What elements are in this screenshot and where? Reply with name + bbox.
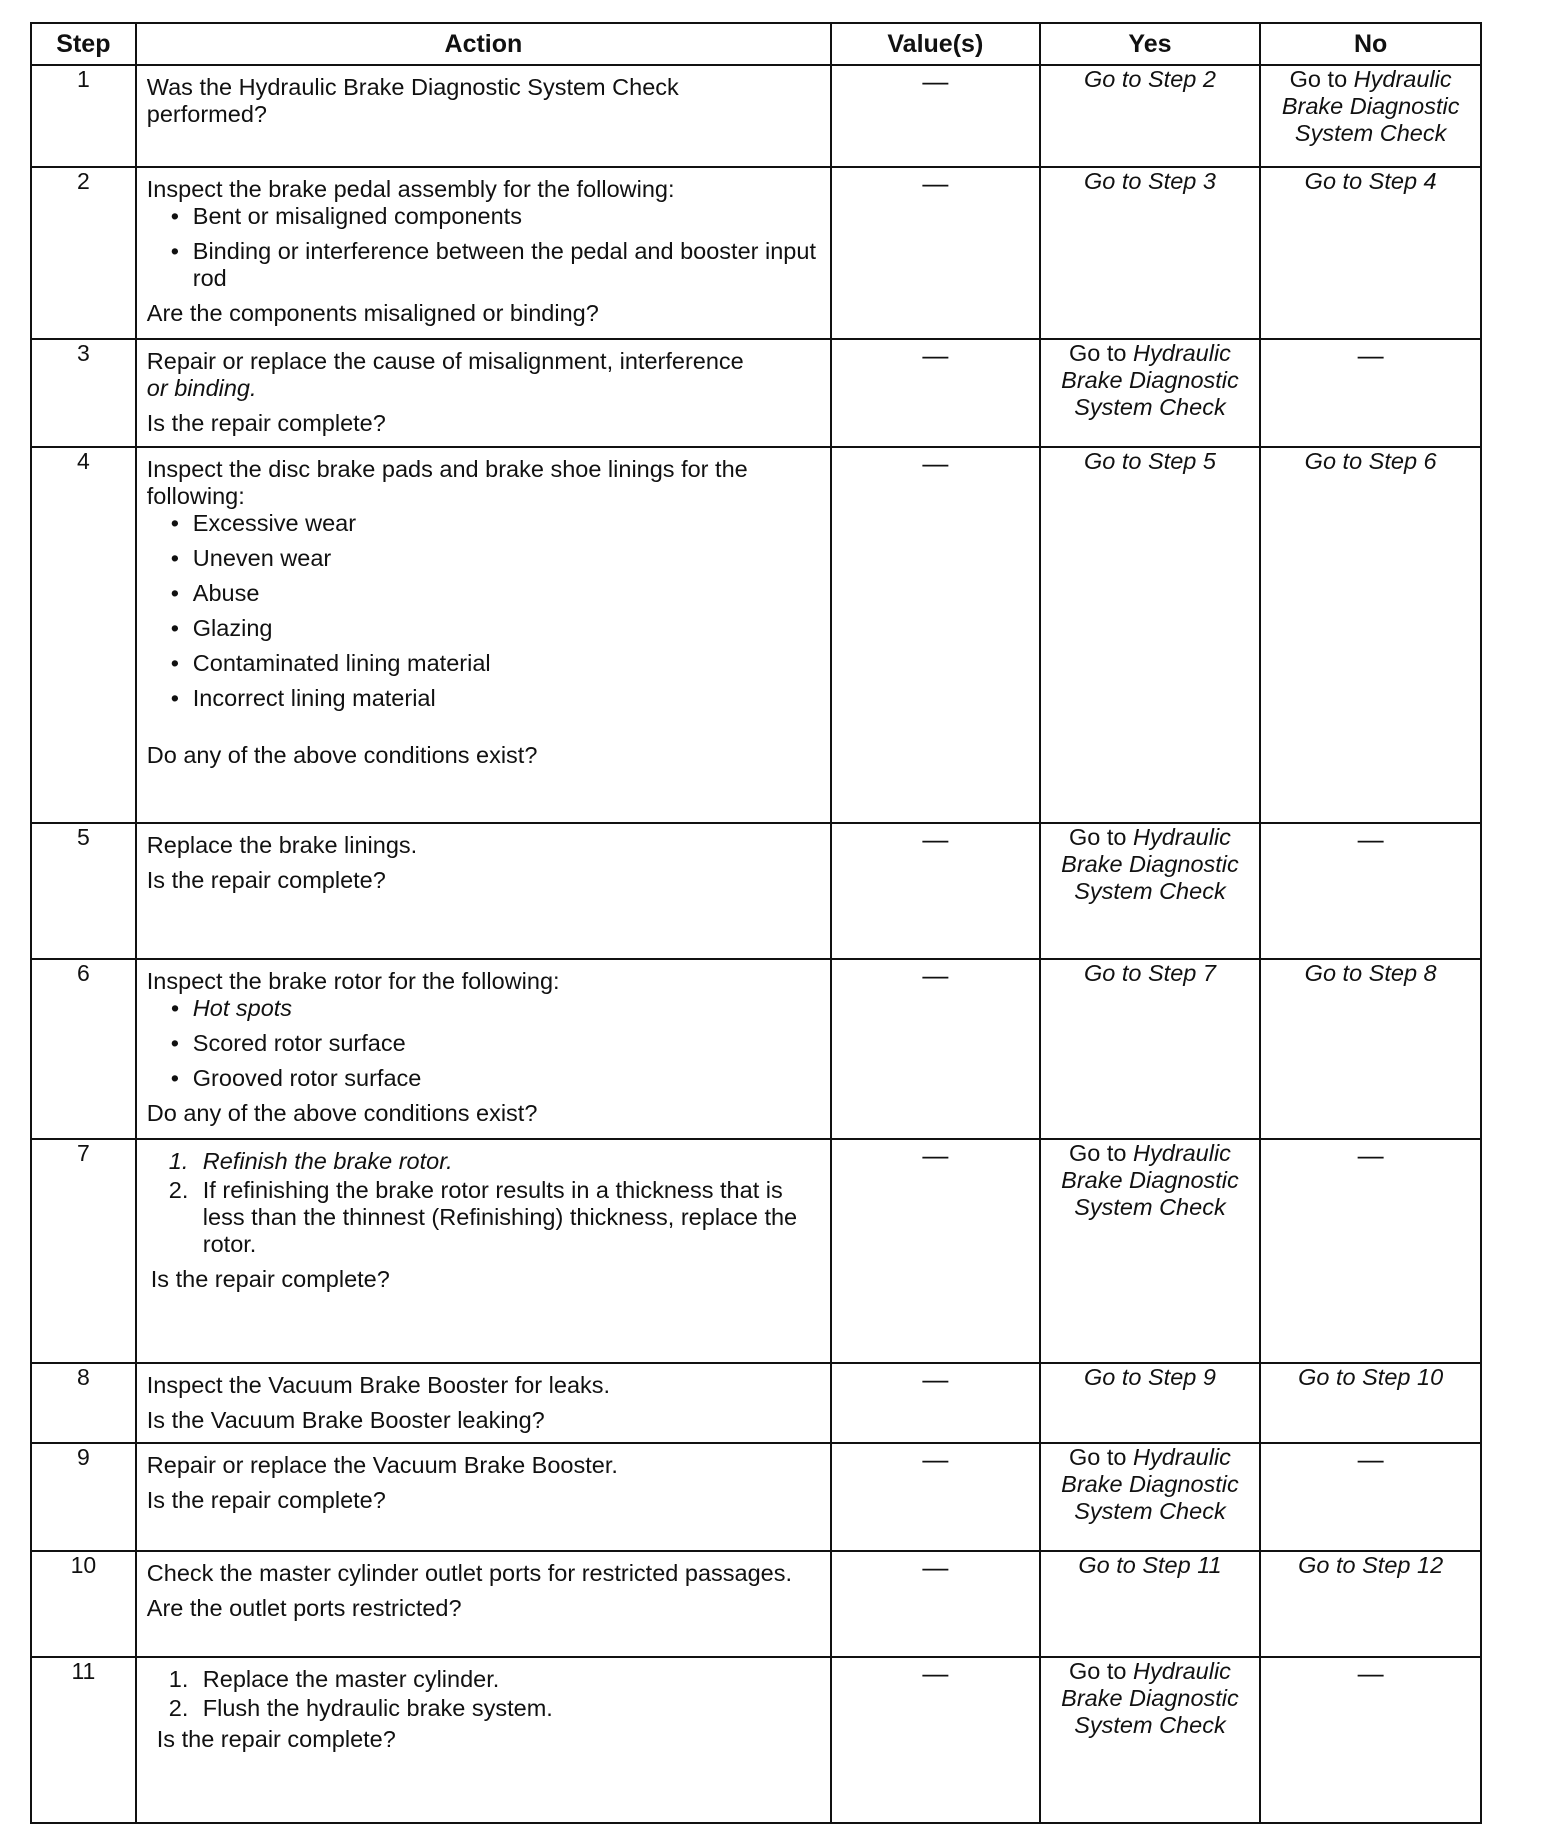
step-number: 3 — [31, 339, 136, 447]
list-item: • Glazing — [169, 615, 820, 642]
action-text: performed? — [146, 101, 267, 127]
table-row — [31, 339, 1481, 447]
action-text: Inspect the brake rotor for the following: — [146, 968, 560, 994]
goto-link: Brake Diagnostic — [1061, 1167, 1239, 1193]
yes-cell: Go to Step 9 — [1040, 1363, 1261, 1443]
action-question: Is the Vacuum Brake Booster leaking? — [146, 1407, 545, 1433]
action-cell — [136, 1363, 831, 1443]
list-number: 2. — [168, 1177, 189, 1203]
value-cell: — — [831, 1363, 1040, 1443]
no-cell: — — [1260, 1139, 1481, 1363]
action-text: Repair or replace the Vacuum Brake Booster. — [146, 1452, 618, 1478]
list-item: • Abuse — [169, 580, 820, 607]
goto-link: System Check — [1074, 1194, 1226, 1220]
value-cell: — — [831, 1657, 1040, 1823]
action-question: Is the repair complete? — [146, 867, 386, 893]
goto-link: Brake Diagnostic — [1061, 1685, 1239, 1711]
goto-link: Brake Diagnostic — [1061, 367, 1239, 393]
action-cell — [136, 447, 831, 823]
goto-link: Hydraulic — [1132, 1140, 1231, 1166]
no-cell: Go to Step 6 — [1260, 447, 1481, 823]
goto-link: Hydraulic — [1353, 66, 1452, 92]
list-item — [169, 1666, 820, 1693]
no-cell — [1260, 65, 1481, 167]
goto-prefix: Go to — [1289, 66, 1348, 92]
step-number: 10 — [31, 1551, 136, 1657]
bullet-list — [147, 203, 820, 292]
action-text: Inspect the disc brake pads and brake shoe linings for the following: — [146, 456, 748, 509]
bullet-list — [147, 510, 820, 712]
value-cell: — — [831, 1551, 1040, 1657]
list-text: Flush the hydraulic brake system. — [202, 1695, 553, 1721]
action-text: Repair or replace the cause of misalignment, interference — [146, 348, 744, 374]
no-cell: — — [1260, 1657, 1481, 1823]
list-number: 1. — [168, 1148, 189, 1174]
value-cell: — — [831, 1139, 1040, 1363]
action-cell — [136, 1657, 831, 1823]
no-cell: Go to Step 8 — [1260, 959, 1481, 1139]
action-question: Do any of the above conditions exist? — [146, 742, 538, 768]
no-cell: Go to Step 10 — [1260, 1363, 1481, 1443]
header-yes: Yes — [1040, 23, 1261, 65]
goto-link: System Check — [1074, 1498, 1226, 1524]
goto-prefix: Go to — [1068, 340, 1127, 366]
table-row — [31, 65, 1481, 167]
action-text: Inspect the brake pedal assembly for the following: — [146, 176, 675, 202]
action-text: Inspect the Vacuum Brake Booster for leaks. — [146, 1372, 611, 1398]
value-cell: — — [831, 959, 1040, 1139]
yes-cell: Go to Step 7 — [1040, 959, 1261, 1139]
yes-cell: Go to Step 5 — [1040, 447, 1261, 823]
list-item — [169, 1177, 820, 1258]
value-cell: — — [831, 167, 1040, 339]
list-item — [169, 1695, 820, 1722]
action-cell — [136, 1551, 831, 1657]
list-item: • Contaminated lining material — [169, 650, 820, 677]
action-question: Is the repair complete? — [146, 410, 386, 436]
yes-cell — [1040, 823, 1261, 959]
table-row — [31, 1443, 1481, 1551]
value-cell: — — [831, 447, 1040, 823]
step-number: 2 — [31, 167, 136, 339]
no-cell: — — [1260, 1443, 1481, 1551]
list-item — [169, 1148, 820, 1175]
list-text: If refinishing the brake rotor results in a thickness that is less than the thinnest (Refinishing) thickness, replace the rotor. — [202, 1177, 798, 1257]
action-cell — [136, 823, 831, 959]
list-item: • Scored rotor surface — [169, 1030, 820, 1057]
goto-prefix: Go to — [1068, 824, 1127, 850]
header-values: Value(s) — [831, 23, 1040, 65]
step-number: 7 — [31, 1139, 136, 1363]
goto-link: Brake Diagnostic — [1061, 851, 1239, 877]
list-item: • Grooved rotor surface — [169, 1065, 820, 1092]
yes-cell — [1040, 1139, 1261, 1363]
step-number: 6 — [31, 959, 136, 1139]
list-text: Refinish the brake rotor. — [202, 1148, 453, 1174]
numbered-list — [147, 1148, 820, 1258]
value-cell: — — [831, 1443, 1040, 1551]
goto-link: System Check — [1074, 394, 1226, 420]
step-number: 11 — [31, 1657, 136, 1823]
yes-cell — [1040, 1657, 1261, 1823]
step-number: 9 — [31, 1443, 136, 1551]
action-text: Check the master cylinder outlet ports for restricted passages. — [146, 1560, 793, 1586]
yes-cell — [1040, 339, 1261, 447]
goto-link: System Check — [1074, 878, 1226, 904]
action-question: Is the repair complete? — [146, 1487, 386, 1513]
list-item: • Incorrect lining material — [169, 685, 820, 712]
action-question: Is the repair complete? — [156, 1726, 396, 1752]
goto-prefix: Go to — [1068, 1140, 1127, 1166]
table-row — [31, 167, 1481, 339]
goto-link: Hydraulic — [1132, 1444, 1231, 1470]
table-header-row — [31, 23, 1481, 65]
yes-cell — [1040, 1443, 1261, 1551]
numbered-list — [147, 1666, 820, 1722]
list-item: • Hot spots — [169, 995, 820, 1022]
header-action: Action — [136, 23, 831, 65]
table-row — [31, 1139, 1481, 1363]
goto-link: System Check — [1294, 120, 1447, 146]
yes-cell: Go to Step 11 — [1040, 1551, 1261, 1657]
list-text: Replace the master cylinder. — [202, 1666, 500, 1692]
list-item: • Uneven wear — [169, 545, 820, 572]
no-cell: — — [1260, 823, 1481, 959]
goto-link: Brake Diagnostic — [1281, 93, 1460, 119]
step-number: 4 — [31, 447, 136, 823]
action-question: Is the repair complete? — [150, 1266, 390, 1292]
yes-cell: Go to Step 2 — [1040, 65, 1261, 167]
action-question: Do any of the above conditions exist? — [146, 1100, 538, 1126]
value-cell: — — [831, 823, 1040, 959]
table-row — [31, 823, 1481, 959]
action-cell — [136, 167, 831, 339]
header-no: No — [1260, 23, 1481, 65]
goto-link: System Check — [1074, 1712, 1226, 1738]
step-number: 5 — [31, 823, 136, 959]
goto-link: Hydraulic — [1132, 340, 1231, 366]
value-cell: — — [831, 65, 1040, 167]
goto-link: Brake Diagnostic — [1061, 1471, 1239, 1497]
action-cell — [136, 1139, 831, 1363]
action-cell — [136, 65, 831, 167]
goto-prefix: Go to — [1068, 1444, 1127, 1470]
action-text: Was the Hydraulic Brake Diagnostic System Check — [146, 74, 679, 100]
list-number: 2. — [168, 1695, 189, 1721]
table-row — [31, 447, 1481, 823]
table-row — [31, 959, 1481, 1139]
diagnostic-table — [30, 22, 1482, 1824]
value-cell: — — [831, 339, 1040, 447]
table-row — [31, 1551, 1481, 1657]
no-cell: Go to Step 12 — [1260, 1551, 1481, 1657]
yes-cell: Go to Step 3 — [1040, 167, 1261, 339]
list-item: • Bent or misaligned components — [169, 203, 820, 230]
goto-link: Hydraulic — [1132, 824, 1231, 850]
action-text: or binding. — [146, 375, 257, 401]
action-text: Replace the brake linings. — [146, 832, 418, 858]
header-step: Step — [31, 23, 136, 65]
action-cell — [136, 339, 831, 447]
action-cell — [136, 1443, 831, 1551]
goto-prefix: Go to — [1068, 1658, 1127, 1684]
no-cell: Go to Step 4 — [1260, 167, 1481, 339]
table-row — [31, 1363, 1481, 1443]
action-cell — [136, 959, 831, 1139]
bullet-list — [147, 995, 820, 1092]
table-row — [31, 1657, 1481, 1823]
action-question: Are the components misaligned or binding? — [146, 300, 599, 326]
list-number: 1. — [168, 1666, 189, 1692]
step-number: 1 — [31, 65, 136, 167]
list-item: • Binding or interference between the pedal and booster input rod — [169, 238, 820, 292]
action-question: Are the outlet ports restricted? — [146, 1595, 462, 1621]
goto-link: Hydraulic — [1132, 1658, 1231, 1684]
step-number: 8 — [31, 1363, 136, 1443]
list-item: • Excessive wear — [169, 510, 820, 537]
no-cell: — — [1260, 339, 1481, 447]
